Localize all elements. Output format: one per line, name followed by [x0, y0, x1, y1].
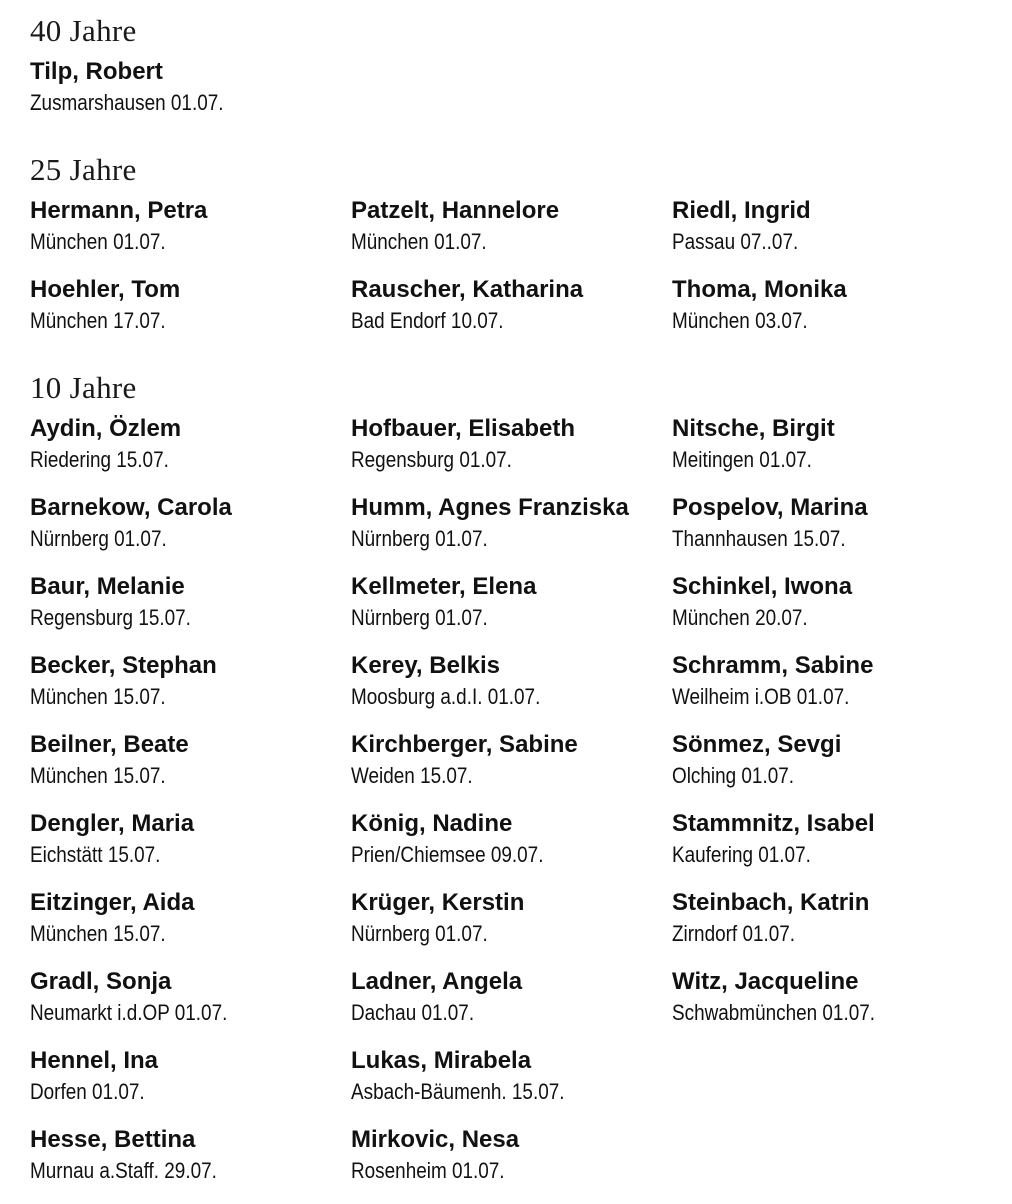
- section-title-40-jahre: 40 Jahre: [30, 13, 137, 48]
- list-item: [30, 493, 351, 572]
- person-place-date: Zusmarshausen 01.07.: [30, 90, 224, 115]
- person-name: Tilp, Robert: [30, 58, 163, 85]
- list-item: [30, 57, 351, 136]
- person-name: Kellmeter, Elena: [351, 573, 537, 600]
- list-item: [351, 1125, 672, 1204]
- person-place-date: Rosenheim 01.07.: [351, 1158, 505, 1183]
- person-name: Beilner, Beate: [30, 731, 189, 758]
- list-item: [672, 809, 993, 888]
- person-place-date: München 20.07.: [672, 605, 808, 630]
- person-name: Schramm, Sabine: [672, 652, 874, 679]
- person-name: Hoehler, Tom: [30, 276, 181, 303]
- person-place-date: München 03.07.: [672, 308, 808, 333]
- person-place-date: Eichstätt 15.07.: [30, 842, 161, 867]
- person-place-date: Weiden 15.07.: [351, 763, 473, 788]
- person-name: Witz, Jacqueline: [672, 968, 859, 995]
- list-item: [351, 730, 672, 809]
- list-item: [30, 730, 351, 809]
- person-name: Krüger, Kerstin: [351, 889, 525, 916]
- person-place-date: Asbach-Bäumenh. 15.07.: [351, 1079, 565, 1104]
- list-item: [351, 809, 672, 888]
- list-item: [351, 967, 672, 1046]
- person-name: Hennel, Ina: [30, 1047, 159, 1074]
- list-item: [30, 651, 351, 730]
- person-place-date: Dachau 01.07.: [351, 1000, 475, 1025]
- list-item: [30, 967, 351, 1046]
- person-place-date: München 01.07.: [351, 229, 487, 254]
- list-item: [30, 275, 351, 354]
- person-place-date: Meitingen 01.07.: [672, 447, 812, 472]
- person-name: Baur, Melanie: [30, 573, 185, 600]
- person-name: Hofbauer, Elisabeth: [351, 415, 576, 442]
- person-place-date: Weilheim i.OB 01.07.: [672, 684, 850, 709]
- list-item: [30, 888, 351, 967]
- list-item: [672, 572, 993, 651]
- person-name: Patzelt, Hannelore: [351, 197, 560, 224]
- person-place-date: München 15.07.: [30, 763, 166, 788]
- person-name: Dengler, Maria: [30, 810, 195, 837]
- person-place-date: Passau 07..07.: [672, 229, 799, 254]
- list-item: [672, 493, 993, 572]
- section-title-10-jahre: 10 Jahre: [30, 370, 137, 405]
- person-place-date: Neumarkt i.d.OP 01.07.: [30, 1000, 228, 1025]
- person-name: Rauscher, Katharina: [351, 276, 584, 303]
- person-place-date: Bad Endorf 10.07.: [351, 308, 504, 333]
- list-item: [672, 196, 993, 275]
- person-place-date: Nürnberg 01.07.: [30, 526, 167, 551]
- person-place-date: Nürnberg 01.07.: [351, 605, 488, 630]
- person-name: Kerey, Belkis: [351, 652, 500, 679]
- list-item: [672, 651, 993, 730]
- person-place-date: München 17.07.: [30, 308, 166, 333]
- list-item: [672, 730, 993, 809]
- person-place-date: Schwabmünchen 01.07.: [672, 1000, 876, 1025]
- list-item: [351, 196, 672, 275]
- person-place-date: Nürnberg 01.07.: [351, 921, 488, 946]
- person-place-date: Riedering 15.07.: [30, 447, 169, 472]
- section-grid-40-jahre: [30, 57, 993, 136]
- person-name: Gradl, Sonja: [30, 968, 172, 995]
- list-item: [351, 493, 672, 572]
- person-place-date: Zirndorf 01.07.: [672, 921, 796, 946]
- person-name: Becker, Stephan: [30, 652, 217, 679]
- person-name: Riedl, Ingrid: [672, 197, 811, 224]
- list-item: [30, 1125, 351, 1204]
- section-grid-25-jahre: [30, 196, 993, 354]
- list-item: [672, 888, 993, 967]
- person-name: Humm, Agnes Franziska: [351, 494, 629, 521]
- list-item: [672, 414, 993, 493]
- list-item: [30, 809, 351, 888]
- person-name: Eitzinger, Aida: [30, 889, 195, 916]
- list-item-empty: [672, 1046, 993, 1125]
- person-place-date: Thannhausen 15.07.: [672, 526, 846, 551]
- list-item: [351, 888, 672, 967]
- person-name: Schinkel, Iwona: [672, 573, 853, 600]
- person-name: Kirchberger, Sabine: [351, 731, 578, 758]
- list-item: [30, 1046, 351, 1125]
- person-name: Sönmez, Sevgi: [672, 731, 842, 758]
- person-place-date: Moosburg a.d.I. 01.07.: [351, 684, 541, 709]
- list-item: [672, 275, 993, 354]
- person-place-date: Prien/Chiemsee 09.07.: [351, 842, 544, 867]
- person-name: Hesse, Bettina: [30, 1126, 196, 1153]
- person-name: Stammnitz, Isabel: [672, 810, 875, 837]
- person-name: Ladner, Angela: [351, 968, 523, 995]
- person-name: Mirkovic, Nesa: [351, 1126, 520, 1153]
- person-name: Lukas, Mirabela: [351, 1047, 532, 1074]
- person-name: König, Nadine: [351, 810, 513, 837]
- person-place-date: München 15.07.: [30, 921, 166, 946]
- section-title-25-jahre: 25 Jahre: [30, 152, 137, 187]
- person-name: Barnekow, Carola: [30, 494, 232, 521]
- person-name: Hermann, Petra: [30, 197, 208, 224]
- list-item: [672, 967, 993, 1046]
- person-place-date: Regensburg 01.07.: [351, 447, 512, 472]
- list-item: [351, 414, 672, 493]
- person-name: Aydin, Özlem: [30, 415, 182, 442]
- list-item: [30, 572, 351, 651]
- person-place-date: München 01.07.: [30, 229, 166, 254]
- person-place-date: Dorfen 01.07.: [30, 1079, 145, 1104]
- list-item: [30, 414, 351, 493]
- section-grid-10-jahre: [30, 414, 993, 1204]
- person-place-date: Murnau a.Staff. 29.07.: [30, 1158, 217, 1183]
- person-name: Nitsche, Birgit: [672, 415, 835, 442]
- list-item: [351, 651, 672, 730]
- person-place-date: Kaufering 01.07.: [672, 842, 811, 867]
- person-place-date: Regensburg 15.07.: [30, 605, 191, 630]
- list-item: [30, 196, 351, 275]
- list-item: [351, 1046, 672, 1125]
- person-place-date: Nürnberg 01.07.: [351, 526, 488, 551]
- list-item: [351, 275, 672, 354]
- person-name: Steinbach, Katrin: [672, 889, 870, 916]
- list-item: [351, 572, 672, 651]
- person-place-date: Olching 01.07.: [672, 763, 795, 788]
- person-name: Pospelov, Marina: [672, 494, 868, 521]
- person-place-date: München 15.07.: [30, 684, 166, 709]
- person-name: Thoma, Monika: [672, 276, 847, 303]
